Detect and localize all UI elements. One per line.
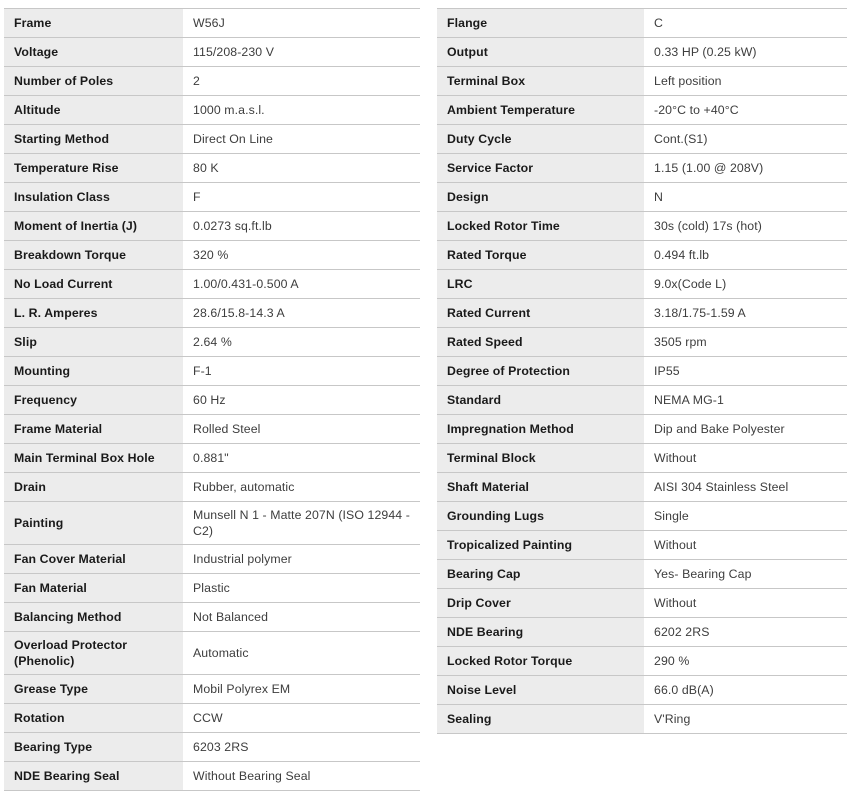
table-row: [437, 356, 847, 385]
spec-value: 0.0273 sq.ft.lb: [183, 212, 420, 240]
spec-label: Standard: [437, 386, 644, 414]
spec-label: Painting: [4, 502, 183, 544]
spec-value: N: [644, 183, 847, 211]
table-row: [4, 602, 420, 631]
spec-label: Grease Type: [4, 675, 183, 703]
table-row: [4, 66, 420, 95]
spec-value: CCW: [183, 704, 420, 732]
spec-value: 2.64 %: [183, 328, 420, 356]
spec-table-left: [4, 8, 420, 791]
spec-label: Locked Rotor Torque: [437, 647, 644, 675]
spec-label: Bearing Type: [4, 733, 183, 761]
table-row: [4, 37, 420, 66]
table-row: [4, 95, 420, 124]
table-row: [4, 182, 420, 211]
spec-value: Without Bearing Seal: [183, 762, 420, 790]
spec-value: Left position: [644, 67, 847, 95]
spec-label: No Load Current: [4, 270, 183, 298]
spec-value: 1000 m.a.s.l.: [183, 96, 420, 124]
spec-label: Terminal Box: [437, 67, 644, 95]
table-row: [437, 182, 847, 211]
spec-value: NEMA MG-1: [644, 386, 847, 414]
table-row: [4, 544, 420, 573]
spec-label: Fan Material: [4, 574, 183, 602]
table-row: [437, 298, 847, 327]
spec-value: Mobil Polyrex EM: [183, 675, 420, 703]
spec-value: Without: [644, 531, 847, 559]
spec-value: 9.0x(Code L): [644, 270, 847, 298]
spec-label: Degree of Protection: [437, 357, 644, 385]
table-row: [4, 240, 420, 269]
table-row: [437, 414, 847, 443]
spec-label: Sealing: [437, 705, 644, 733]
spec-sheet: [4, 8, 847, 791]
spec-value: Dip and Bake Polyester: [644, 415, 847, 443]
spec-value: Single: [644, 502, 847, 530]
spec-value: C: [644, 9, 847, 37]
spec-label: Noise Level: [437, 676, 644, 704]
spec-value: -20°C to +40°C: [644, 96, 847, 124]
table-row: [4, 674, 420, 703]
spec-label: Rated Current: [437, 299, 644, 327]
table-row: [4, 8, 420, 37]
table-row: [4, 153, 420, 182]
table-row: [437, 37, 847, 66]
spec-value: 30s (cold) 17s (hot): [644, 212, 847, 240]
spec-label: Rated Torque: [437, 241, 644, 269]
spec-label: Frame Material: [4, 415, 183, 443]
table-row: [4, 327, 420, 356]
spec-label: Moment of Inertia (J): [4, 212, 183, 240]
table-row: [437, 211, 847, 240]
spec-label: Impregnation Method: [437, 415, 644, 443]
spec-value: Automatic: [183, 632, 420, 674]
table-row: [4, 472, 420, 501]
table-row: [437, 588, 847, 617]
spec-value: Munsell N 1 - Matte 207N (ISO 12944 - C2): [183, 502, 420, 544]
spec-table-right: [437, 8, 847, 734]
table-row: [437, 240, 847, 269]
spec-value: 3.18/1.75-1.59 A: [644, 299, 847, 327]
spec-label: Drain: [4, 473, 183, 501]
spec-value: Not Balanced: [183, 603, 420, 631]
table-row: [4, 732, 420, 761]
spec-label: Shaft Material: [437, 473, 644, 501]
table-row: [437, 124, 847, 153]
spec-value: 2: [183, 67, 420, 95]
table-row: [437, 269, 847, 298]
spec-value: 1.00/0.431-0.500 A: [183, 270, 420, 298]
spec-value: 6203 2RS: [183, 733, 420, 761]
spec-value: V'Ring: [644, 705, 847, 733]
spec-label: NDE Bearing Seal: [4, 762, 183, 790]
spec-value: 28.6/15.8-14.3 A: [183, 299, 420, 327]
spec-label: Balancing Method: [4, 603, 183, 631]
spec-label: Slip: [4, 328, 183, 356]
spec-label: Number of Poles: [4, 67, 183, 95]
spec-label: Frame: [4, 9, 183, 37]
spec-label: Ambient Temperature: [437, 96, 644, 124]
spec-value: 0.881": [183, 444, 420, 472]
spec-value: Direct On Line: [183, 125, 420, 153]
spec-value: F-1: [183, 357, 420, 385]
table-row: [4, 385, 420, 414]
spec-label: Output: [437, 38, 644, 66]
table-row: [437, 327, 847, 356]
table-row: [4, 631, 420, 674]
table-row: [437, 95, 847, 124]
spec-value: Rubber, automatic: [183, 473, 420, 501]
table-row: [4, 573, 420, 602]
spec-value: 0.494 ft.lb: [644, 241, 847, 269]
spec-label: Design: [437, 183, 644, 211]
spec-value: 60 Hz: [183, 386, 420, 414]
table-row: [4, 298, 420, 327]
table-row: [437, 443, 847, 472]
spec-value: Without: [644, 589, 847, 617]
spec-label: Altitude: [4, 96, 183, 124]
table-row: [4, 124, 420, 153]
spec-value: Industrial polymer: [183, 545, 420, 573]
table-row: [437, 385, 847, 414]
spec-label: Frequency: [4, 386, 183, 414]
spec-value: Plastic: [183, 574, 420, 602]
table-row: [437, 646, 847, 675]
spec-label: Duty Cycle: [437, 125, 644, 153]
table-row: [437, 617, 847, 646]
table-row: [437, 501, 847, 530]
spec-label: Tropicalized Painting: [437, 531, 644, 559]
spec-label: L. R. Amperes: [4, 299, 183, 327]
spec-label: Grounding Lugs: [437, 502, 644, 530]
table-row: [437, 153, 847, 182]
spec-label: Terminal Block: [437, 444, 644, 472]
table-row: [4, 501, 420, 544]
spec-label: Voltage: [4, 38, 183, 66]
table-row: [4, 269, 420, 298]
table-row: [4, 414, 420, 443]
table-row: [4, 211, 420, 240]
spec-value: Without: [644, 444, 847, 472]
spec-value: F: [183, 183, 420, 211]
spec-label: Drip Cover: [437, 589, 644, 617]
spec-label: Service Factor: [437, 154, 644, 182]
table-row: [437, 66, 847, 95]
spec-label: Bearing Cap: [437, 560, 644, 588]
spec-label: Temperature Rise: [4, 154, 183, 182]
spec-value: 1.15 (1.00 @ 208V): [644, 154, 847, 182]
spec-label: LRC: [437, 270, 644, 298]
spec-label: Breakdown Torque: [4, 241, 183, 269]
spec-label: Rated Speed: [437, 328, 644, 356]
table-row: [437, 704, 847, 733]
table-row: [4, 443, 420, 472]
spec-label: Overload Protector (Phenolic): [4, 632, 183, 674]
spec-value: Yes- Bearing Cap: [644, 560, 847, 588]
spec-label: Flange: [437, 9, 644, 37]
spec-label: Locked Rotor Time: [437, 212, 644, 240]
spec-value: 320 %: [183, 241, 420, 269]
table-row: [437, 472, 847, 501]
table-row: [4, 356, 420, 385]
spec-label: Fan Cover Material: [4, 545, 183, 573]
spec-label: Insulation Class: [4, 183, 183, 211]
table-row: [437, 530, 847, 559]
spec-value: 290 %: [644, 647, 847, 675]
spec-label: Starting Method: [4, 125, 183, 153]
spec-value: 0.33 HP (0.25 kW): [644, 38, 847, 66]
spec-value: 66.0 dB(A): [644, 676, 847, 704]
spec-label: Mounting: [4, 357, 183, 385]
spec-value: W56J: [183, 9, 420, 37]
spec-value: 115/208-230 V: [183, 38, 420, 66]
spec-value: 3505 rpm: [644, 328, 847, 356]
spec-value: Cont.(S1): [644, 125, 847, 153]
table-row: [437, 8, 847, 37]
spec-value: 80 K: [183, 154, 420, 182]
table-row: [4, 761, 420, 790]
spec-label: Main Terminal Box Hole: [4, 444, 183, 472]
table-row: [4, 703, 420, 732]
spec-value: 6202 2RS: [644, 618, 847, 646]
spec-label: Rotation: [4, 704, 183, 732]
spec-value: Rolled Steel: [183, 415, 420, 443]
spec-value: IP55: [644, 357, 847, 385]
spec-label: NDE Bearing: [437, 618, 644, 646]
table-row: [437, 559, 847, 588]
spec-value: AISI 304 Stainless Steel: [644, 473, 847, 501]
table-row: [437, 675, 847, 704]
